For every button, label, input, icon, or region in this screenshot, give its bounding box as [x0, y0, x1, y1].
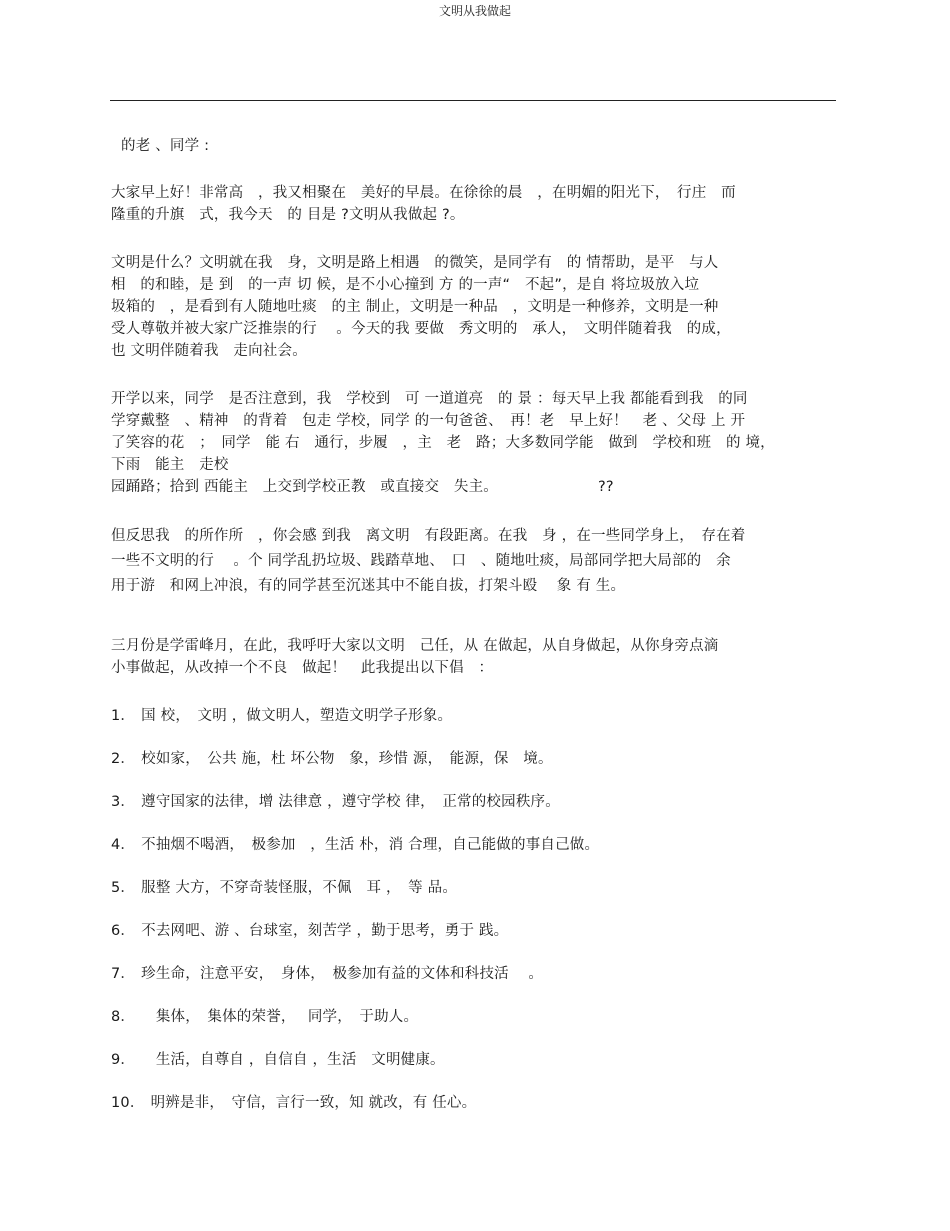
document-body — [111, 135, 801, 1135]
list-item — [111, 1092, 801, 1115]
paragraph-line-text: 园踊路；拾到 西能主 上交到学校正教 或直接交 失主。 — [111, 479, 499, 495]
list-item — [111, 1049, 801, 1072]
list-item-number: 8． — [111, 1009, 136, 1025]
list-item-text: 生活，自尊自 ，自信自 ，生活 文明健康。 — [141, 1052, 445, 1068]
paragraph-line: 了笑容的花 ； 同学 能 右 通行，步履 ，主 老 路；大多数同学能 做到 学校和班 的 境， — [111, 435, 775, 451]
list-item — [111, 963, 801, 986]
proposal-list — [111, 705, 801, 1115]
list-item-text: 国 校， 文明 ，做文明人，塑造文明学子形象。 — [141, 708, 453, 724]
paragraph-line: 也 文明伴随着我 走向社会。 — [111, 343, 307, 359]
paragraph-line: 学穿戴整 、精神 的背着 包走 学校，同学 的一句爸爸、 再！老 早上好！ 老 、父母 上 开 — [111, 413, 746, 429]
list-item-number: 1． — [111, 708, 136, 724]
paragraph-reflection — [111, 524, 801, 599]
list-item — [111, 791, 801, 814]
paragraph-line: 文明是什么？文明就在我 身，文明是路上相遇 的微笑，是同学有 的 情帮助，是平 与人 — [111, 255, 719, 271]
paragraph-line: 相 的和睦，是 到 的一声 切 候，是不小心撞到 方 的一声“ 不起”，是自 将垃圾放入垃 — [111, 277, 700, 293]
list-item — [111, 1006, 801, 1029]
header-divider — [110, 100, 836, 101]
list-item-text: 珍生命，注意平安， 身体， 极参加有益的文体和科技活 。 — [141, 966, 544, 982]
list-item — [111, 705, 801, 728]
paragraph-line: 受人尊敬并被大家广泛推崇的行 。今天的我 要做 秀文明的 承人， 文明伴随着我 的成， — [111, 321, 731, 337]
list-item-text: 不去网吧、游 、台球室，刻苦学 ，勤于思考，勇于 践。 — [141, 923, 509, 939]
list-item — [111, 920, 801, 943]
list-item — [111, 834, 801, 857]
list-item-number: 3． — [111, 794, 136, 810]
list-item-text: 校如家， 公共 施，杜 坏公物 象，珍惜 源， 能源，保 境。 — [141, 751, 553, 767]
paragraph-line: 开学以来，同学 是否注意到，我 学校到 可 一道道亮 的 景 ：每天早上我 都能看到我 的同 — [111, 391, 748, 407]
paragraph-what-is-civility — [111, 252, 801, 362]
paragraph-line: 但反思我 的所作所 ，你会感 到我 离文明 有段距离。在我 身 ，在一些同学身上， 存在着 — [111, 528, 746, 544]
list-item — [111, 748, 801, 771]
paragraph-greeting — [111, 182, 801, 226]
salutation: 的老 、同学 : — [121, 138, 210, 154]
list-item-text: 明辨是非， 守信，言行一致，知 就改，有 任心。 — [150, 1095, 477, 1111]
paragraph-line: 下雨 能主 走校 — [111, 457, 229, 473]
paragraph-line — [111, 476, 801, 498]
paragraph-line: 隆重的升旗 式，我今天 的 目是 ?文明从我做起 ?。 — [111, 207, 465, 223]
paragraph-line: 圾箱的 ，是看到有人随地吐痰 的主 制止，文明是一种品 ，文明是一种修养，文明是一种 — [111, 299, 719, 315]
running-header-title: 文明从我做起 — [438, 4, 511, 18]
list-item-text: 不抽烟不喝酒， 极参加 ，生活 朴，消 合理，自己能做的事自己做。 — [141, 837, 600, 853]
paragraph-trailing-marks: ?? — [598, 479, 614, 495]
list-item-number: 5． — [111, 880, 136, 896]
list-item-number: 9． — [111, 1052, 136, 1068]
paragraph-since-school-start — [111, 388, 801, 498]
paragraph-line: 大家早上好！非常高 ，我又相聚在 美好的早晨。在徐徐的晨 ，在明媚的阳光下， 行庄 而 — [111, 185, 736, 201]
list-item-text: 遵守国家的法律，增 法律意 ，遵守学校 律， 正常的校园秩序。 — [141, 794, 560, 810]
paragraph-line: 小事做起，从改掉一个不良 做起！ 此我提出以下倡 ： — [111, 660, 494, 676]
list-item — [111, 877, 801, 900]
paragraph-call-to-action — [111, 635, 801, 679]
list-item-text: 服整 大方，不穿奇装怪服，不佩 耳 ， 等 品。 — [141, 880, 458, 896]
list-item-number: 4． — [111, 837, 136, 853]
list-item-number: 10． — [111, 1095, 145, 1111]
list-item-number: 7． — [111, 966, 136, 982]
paragraph-line: 一些不文明的行 。个 同学乱扔垃圾、践踏草地、 口 、随地吐痰，局部同学把大局部的 余 — [111, 553, 731, 569]
list-item-text: 集体， 集体的荣誉， 同学， 于助人。 — [141, 1009, 419, 1025]
list-item-number: 2． — [111, 751, 136, 767]
list-item-number: 6． — [111, 923, 136, 939]
paragraph-line: 三月份是学雷峰月，在此，我呼吁大家以文明 己任，从 在做起，从自身做起，从你身旁点滴 — [111, 638, 719, 654]
paragraph-line: 用于游 和网上冲浪，有的同学甚至沉迷其中不能自拔，打架斗殴 象 有 生。 — [111, 578, 626, 594]
